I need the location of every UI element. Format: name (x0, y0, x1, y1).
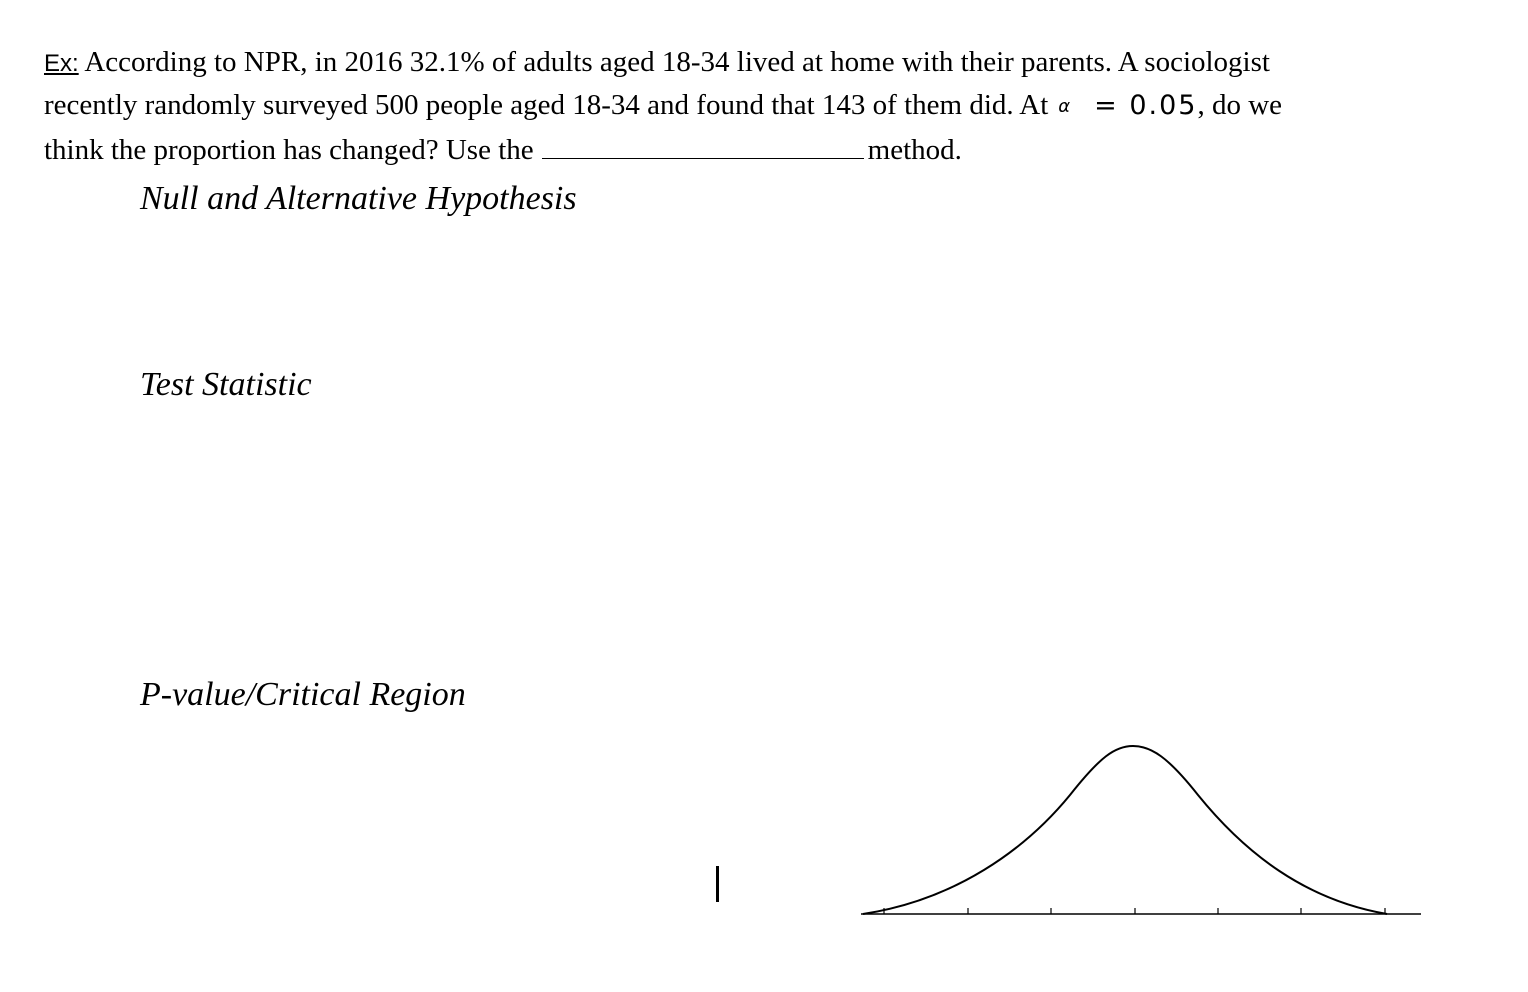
problem-text-1: According to NPR, in 2016 32.1% of adults aged 18-34 lived at home with their parents. A sociologist (84, 46, 1270, 78)
bell-curve (863, 746, 1387, 914)
pvalue-region-heading: P-value/Critical Region (140, 676, 466, 713)
problem-line-2 (44, 87, 1282, 127)
example-label: Ex: (44, 50, 79, 77)
alpha-value: = 0.05 (1094, 90, 1198, 121)
test-statistic-heading: Test Statistic (140, 366, 312, 403)
problem-text-2: recently randomly surveyed 500 people aged 18-34 and found that 143 of them did. At (44, 89, 1049, 121)
method-blank[interactable] (542, 132, 864, 159)
problem-line-1 (44, 44, 1270, 82)
hypothesis-heading: Null and Alternative Hypothesis (140, 180, 577, 217)
problem-line-3 (44, 132, 962, 168)
problem-text-3-end: method. (867, 134, 962, 166)
problem-text-2-end: , do we (1197, 89, 1283, 121)
text-cursor (716, 866, 719, 902)
problem-text-3: think the proportion has changed? Use the (44, 134, 534, 166)
normal-curve-diagram (855, 735, 1425, 925)
alpha-symbol: α (1058, 96, 1071, 117)
